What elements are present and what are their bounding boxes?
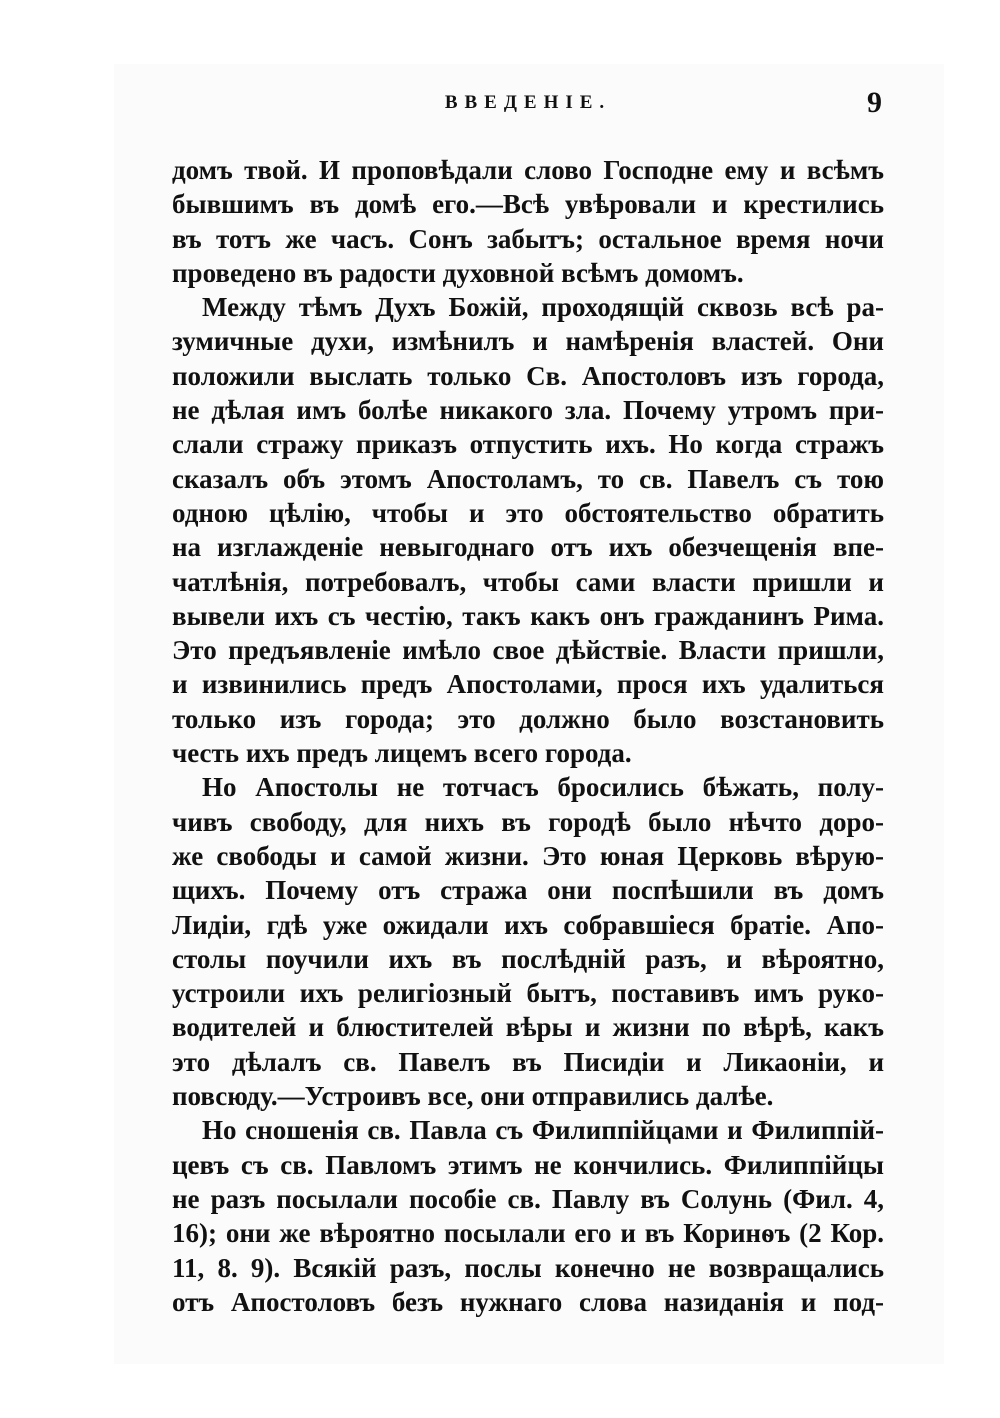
text-line: одною цѣлію, чтобы и это обстоятельство обратить <box>172 497 884 528</box>
running-title: ВВЕДЕНІЕ. <box>444 92 612 113</box>
text-line: водителей и блюстителей вѣры и жизни по вѣрѣ, какъ <box>172 1012 884 1043</box>
text-line: Между тѣмъ Духъ Божій, проходящій сквозь всѣ ра- <box>202 292 884 323</box>
text-line: въ тотъ же часъ. Сонъ забытъ; остальное время ночи <box>172 223 884 254</box>
text-line: щихъ. Почему отъ стража они поспѣшили въ домъ <box>172 875 884 906</box>
text-line: зумичные духи, измѣнилъ и намѣренія властей. Они <box>172 326 884 357</box>
text-line: это дѣлалъ св. Павелъ въ Писидіи и Ликаоніи, и <box>172 1046 884 1077</box>
text-line: сказалъ объ этомъ Апостоламъ, то св. Павелъ съ тою <box>172 463 884 494</box>
text-line: и извинились предъ Апостолами, прося ихъ удалиться <box>172 669 884 700</box>
text-line: 16); они же вѣроятно посылали его и въ Коринѳъ (2 Кор. <box>172 1218 884 1249</box>
text-line: вывели ихъ съ честію, такъ какъ онъ гражданинъ Рима. <box>172 600 884 631</box>
page-number: 9 <box>867 86 882 119</box>
text-line: положили выслать только Св. Апостоловъ изъ города, <box>172 360 884 391</box>
text-line: проведено въ радости духовной всѣмъ домомъ. <box>172 257 744 288</box>
text-line: повсюду.—Устроивъ все, они отправились далѣе. <box>172 1081 774 1112</box>
text-line: 11, 8. 9). Всякій разъ, послы конечно не возвращались <box>172 1252 884 1283</box>
text-line: чатлѣнія, потребовалъ, чтобы сами власти пришли и <box>172 566 884 597</box>
text-line: же свободы и самой жизни. Это юная Церковь вѣрую- <box>172 840 884 871</box>
text-line: на изглажденіе невыгоднаго отъ ихъ обезчещенія впе- <box>172 532 884 563</box>
text-line: Это предъявленіе имѣло свое дѣйствіе. Власти пришли, <box>172 635 884 666</box>
text-line: отъ Апостоловъ безъ нужнаго слова назиданія и под- <box>172 1286 884 1317</box>
text-line: честь ихъ предъ лицемъ всего города. <box>172 738 632 769</box>
text-line: столы поучили ихъ въ послѣдній разъ, и вѣроятно, <box>172 943 884 974</box>
text-line: домъ твой. И проповѣдали слово Господне ему и всѣмъ <box>172 155 884 185</box>
text-line: устроили ихъ религіозный бытъ, поставивъ имъ руко- <box>172 978 884 1009</box>
text-line: слали стражу приказъ отпустить ихъ. Но когда стражъ <box>172 429 884 460</box>
body-text <box>172 153 884 1319</box>
text-line: Но сношенія св. Павла съ Филиппійцами и Филиппій- <box>202 1115 884 1146</box>
text-line: только изъ города; это должно было возстановить <box>172 703 884 734</box>
text-line: Лидіи, гдѣ уже ожидали ихъ собравшіеся братіе. Апо- <box>172 909 884 940</box>
text-line: бывшимъ въ домѣ его.—Всѣ увѣровали и крестились <box>172 189 884 220</box>
text-line: чивъ свободу, для нихъ въ городѣ было нѣчто доро- <box>172 806 884 837</box>
text-line: цевъ съ св. Павломъ этимъ не кончились. Филиппійцы <box>172 1149 884 1180</box>
text-line: не разъ посылали пособіе св. Павлу въ Солунь (Фил. 4, <box>172 1183 884 1214</box>
page-header <box>172 86 884 132</box>
text-line: Но Апостолы не тотчасъ бросились бѣжать, полу- <box>202 772 884 803</box>
text-line: не дѣлая имъ болѣе никакого зла. Почему утромъ при- <box>172 395 884 426</box>
